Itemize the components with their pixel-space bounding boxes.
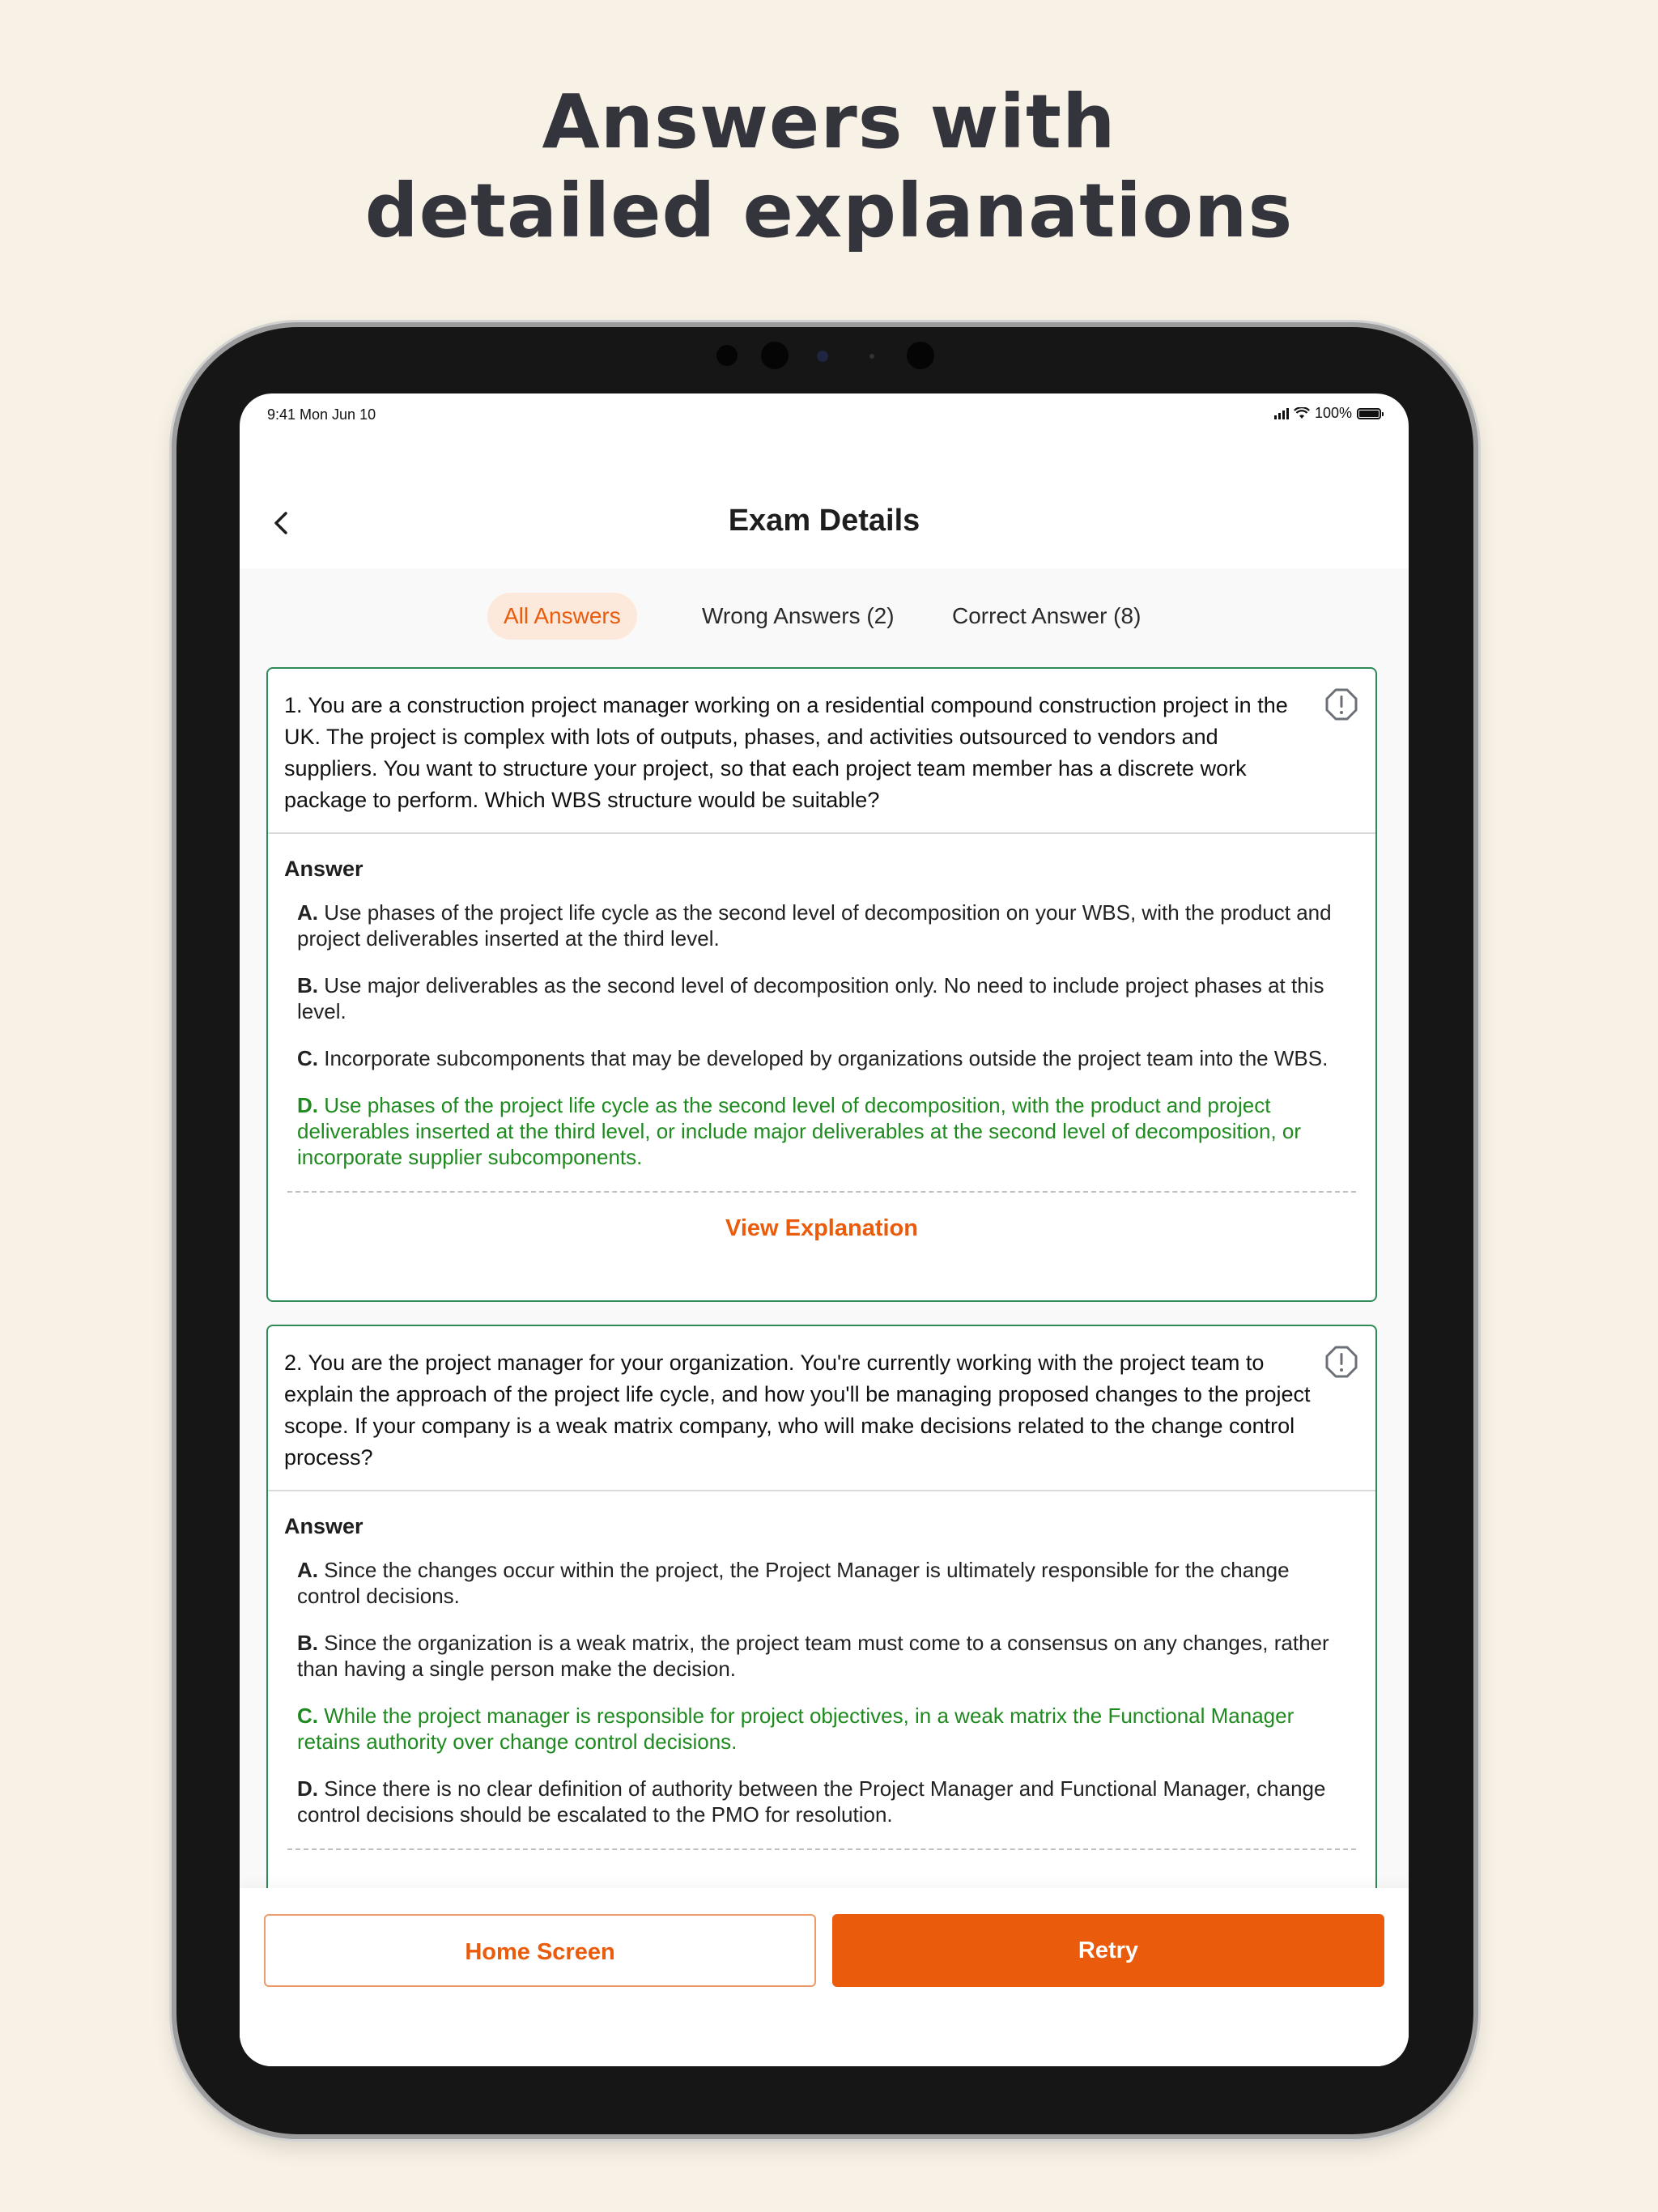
retry-button[interactable]: Retry: [832, 1914, 1384, 1987]
camera-lens: [761, 342, 789, 369]
camera-flash: [869, 354, 874, 359]
option-text: Since there is no clear definition of authority between the Project Manager and Functional Manager, change control decisions should be escalated to the PMO for resolution.: [297, 1776, 1326, 1827]
option-b: [297, 1630, 1343, 1682]
option-d-correct: [297, 1092, 1343, 1170]
option-text: Use major deliverables as the second level of decomposition only. No need to include project phases at this level.: [297, 973, 1324, 1023]
question-text-block: [268, 1326, 1375, 1491]
option-text: Use phases of the project life cycle as the second level of decomposition on your WBS, with the product and project deliverables inserted at the third level.: [297, 900, 1332, 951]
tab-all-answers[interactable]: All Answers: [487, 593, 637, 640]
status-time: 9:41 Mon Jun 10: [267, 406, 376, 423]
marketing-headline: [0, 78, 1658, 256]
option-d: [297, 1776, 1343, 1827]
headline-line-1: Answers with: [542, 79, 1116, 165]
answer-options: [268, 1539, 1375, 1827]
battery-percentage: 100%: [1314, 405, 1352, 421]
home-screen-button[interactable]: Home Screen: [264, 1914, 816, 1987]
wifi-icon: [1294, 407, 1310, 419]
exam-details-content[interactable]: [240, 568, 1409, 2066]
camera-dot: [716, 345, 738, 366]
option-text: Since the organization is a weak matrix, the project team must come to a consensus on any changes, rather than having a single person make the decision.: [297, 1631, 1329, 1681]
question-text: 2. You are the project manager for your organization. You're currently working with the project team to explain the approach of the project life cycle, and how you'll be managing proposed changes to the project scope. If your company is a weak matrix company, who will make decisions related to the change control process?: [284, 1351, 1311, 1470]
answer-label: Answer: [284, 1514, 363, 1538]
option-letter: D.: [297, 1776, 318, 1801]
answer-options: [268, 882, 1375, 1170]
answer-label: Answer: [284, 857, 363, 881]
option-a: [297, 1557, 1343, 1609]
question-card: [266, 667, 1377, 1302]
cellular-signal-icon: [1274, 408, 1289, 419]
headline-line-2: detailed explanations: [364, 168, 1294, 254]
app-screen: [240, 393, 1409, 2066]
option-letter: C.: [297, 1046, 318, 1070]
option-text: While the project manager is responsible for project objectives, in a weak matrix the Functional Manager retains authority over change control decisions.: [297, 1704, 1295, 1754]
option-letter: B.: [297, 1631, 318, 1655]
option-letter: B.: [297, 973, 318, 998]
tab-correct-answers[interactable]: Correct Answer (8): [952, 603, 1141, 628]
option-letter: A.: [297, 1558, 318, 1582]
option-letter: A.: [297, 900, 318, 925]
camera-proximity: [907, 342, 934, 369]
bottom-action-bar: [240, 1888, 1409, 2066]
option-c: [297, 1045, 1343, 1071]
tab-wrong-answers[interactable]: Wrong Answers (2): [702, 603, 895, 628]
answer-filter-tabs: [240, 593, 1409, 640]
camera-sensor: [817, 351, 828, 362]
option-text: Incorporate subcomponents that may be developed by organizations outside the project team into the WBS.: [324, 1046, 1329, 1070]
report-alert-icon[interactable]: [1324, 1344, 1359, 1380]
report-alert-icon[interactable]: [1324, 687, 1359, 722]
option-text: Since the changes occur within the project, the Project Manager is ultimately responsible for the change control decisions.: [297, 1558, 1290, 1608]
option-text: Use phases of the project life cycle as the second level of decomposition, with the product and project deliverables inserted at the third level, or include major deliverables at the second level of decomposition, or incorporate supplier subcomponents.: [297, 1093, 1302, 1169]
page-title: Exam Details: [728, 504, 920, 538]
option-a: [297, 900, 1343, 951]
option-c-correct: [297, 1703, 1343, 1755]
option-b: [297, 972, 1343, 1024]
view-explanation-button[interactable]: View Explanation: [725, 1215, 918, 1241]
option-letter: C.: [297, 1704, 318, 1728]
status-indicators: [1274, 405, 1381, 422]
battery-icon: [1357, 408, 1381, 419]
option-letter: D.: [297, 1093, 318, 1117]
dashed-divider: [287, 1848, 1356, 1850]
question-text-block: [268, 669, 1375, 834]
question-card: [266, 1325, 1377, 1940]
question-text: 1. You are a construction project manager working on a residential compound construction project in the UK. The project is complex with lots of outputs, phases, and activities outsourced to vendors and suppliers. You want to structure your project, so that each project team member has a discrete work package to perform. Which WBS structure would be suitable?: [284, 693, 1288, 812]
